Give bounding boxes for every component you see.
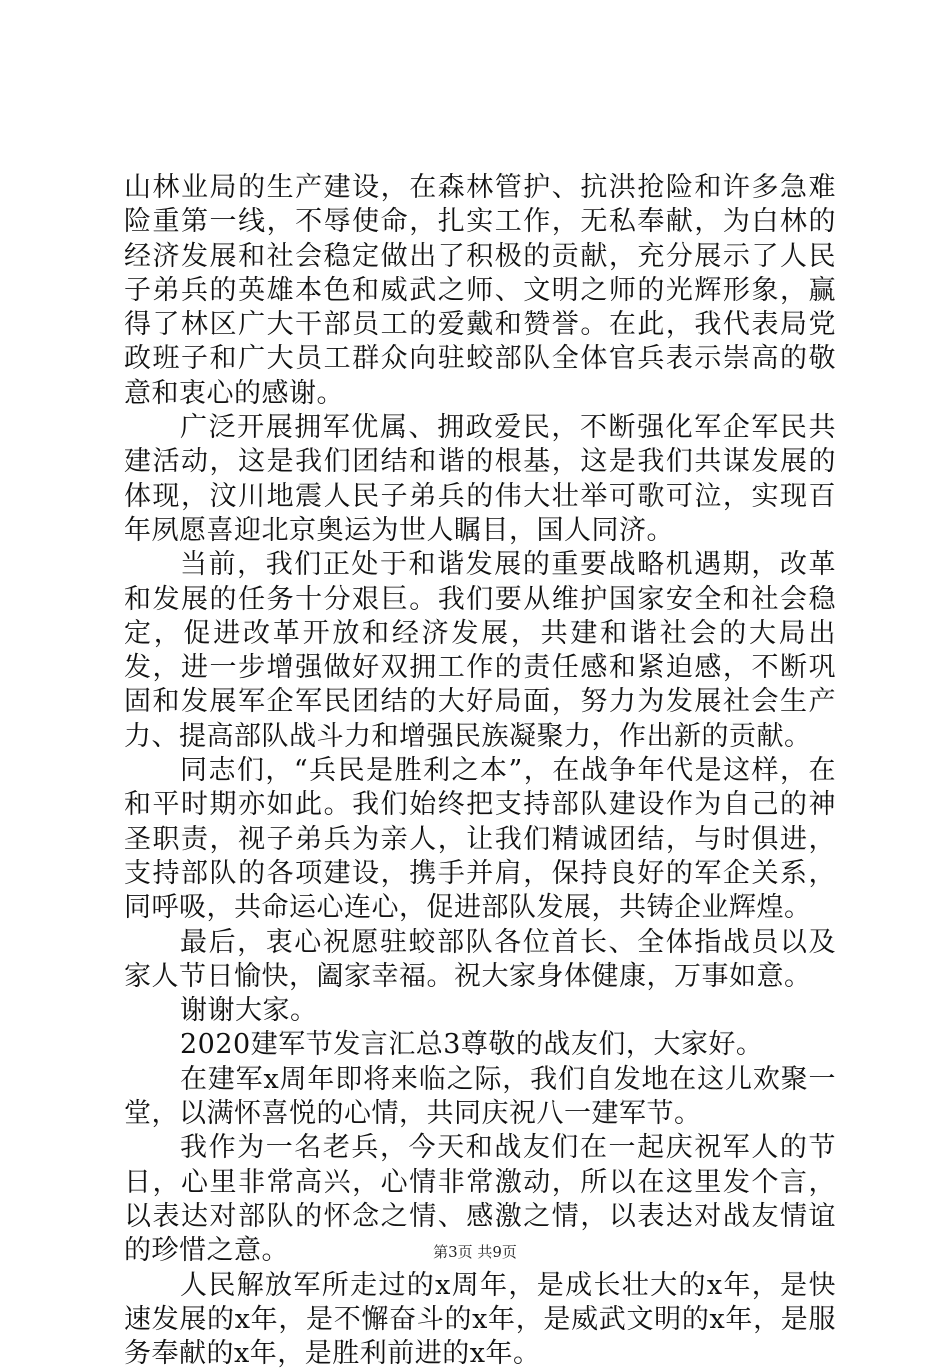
paragraph-1: 山林业局的生产建设，在森林管护、抗洪抢险和许多急难险重第一线，不辱使命，扎实工作，无私奉献，为白林的经济发展和社会稳定做出了积极的贡献，充分展示了人民子弟兵的英雄本色和威武之师、文明之师的光辉形象，赢得了林区广大干部员工的爱戴和赞誉。在此，我代表局党政班子和广大员工群众向驻蛟部队全体官兵表示崇高的敬意和衷心的感谢。 bbox=[124, 171, 836, 411]
paragraph-10: 人民解放军所走过的x周年，是成长壮大的x年，是快速发展的x年，是不懈奋斗的x年，是威武文明的x年，是服务奉献的x年，是胜利前进的x年。 bbox=[124, 1269, 836, 1371]
paragraph-5: 最后，衷心祝愿驻蛟部队各位首长、全体指战员以及家人节日愉快，阖家幸福。祝大家身体健康，万事如意。 bbox=[124, 926, 836, 995]
paragraph-7: 2020建军节发言汇总3尊敬的战友们，大家好。 bbox=[124, 1028, 836, 1062]
paragraph-3: 当前，我们正处于和谐发展的重要战略机遇期，改革和发展的任务十分艰巨。我们要从维护国家安全和社会稳定，促进改革开放和经济发展，共建和谐社会的大局出发，进一步增强做好双拥工作的责任感和紧迫感，不断巩固和发展军企军民团结的大好局面，努力为发展社会生产力、提高部队战斗力和增强民族凝聚力，作出新的贡献。 bbox=[124, 548, 836, 754]
paragraph-9: 我作为一名老兵，今天和战友们在一起庆祝军人的节日，心里非常高兴，心情非常激动，所以在这里发个言，以表达对部队的怀念之情、感激之情，以表达对战友情谊的珍惜之意。 bbox=[124, 1131, 836, 1268]
paragraph-4: 同志们，“兵民是胜利之本”，在战争年代是这样，在和平时期亦如此。我们始终把支持部队建设作为自己的神圣职责，视子弟兵为亲人，让我们精诚团结，与时俱进，支持部队的各项建设，携手并肩，保持良好的军企关系，同呼吸，共命运心连心，促进部队发展，共铸企业辉煌。 bbox=[124, 754, 836, 925]
document-body bbox=[124, 171, 836, 1371]
paragraph-6: 谢谢大家。 bbox=[124, 994, 836, 1028]
page-number: 第3页 共9页 bbox=[0, 1242, 950, 1262]
paragraph-2: 广泛开展拥军优属、拥政爱民，不断强化军企军民共建活动，这是我们团结和谐的根基，这是我们共谋发展的体现，汶川地震人民子弟兵的伟大壮举可歌可泣，实现百年夙愿喜迎北京奥运为世人瞩目，国人同济。 bbox=[124, 411, 836, 548]
paragraph-8: 在建军x周年即将来临之际，我们自发地在这儿欢聚一堂，以满怀喜悦的心情，共同庆祝八一建军节。 bbox=[124, 1063, 836, 1132]
